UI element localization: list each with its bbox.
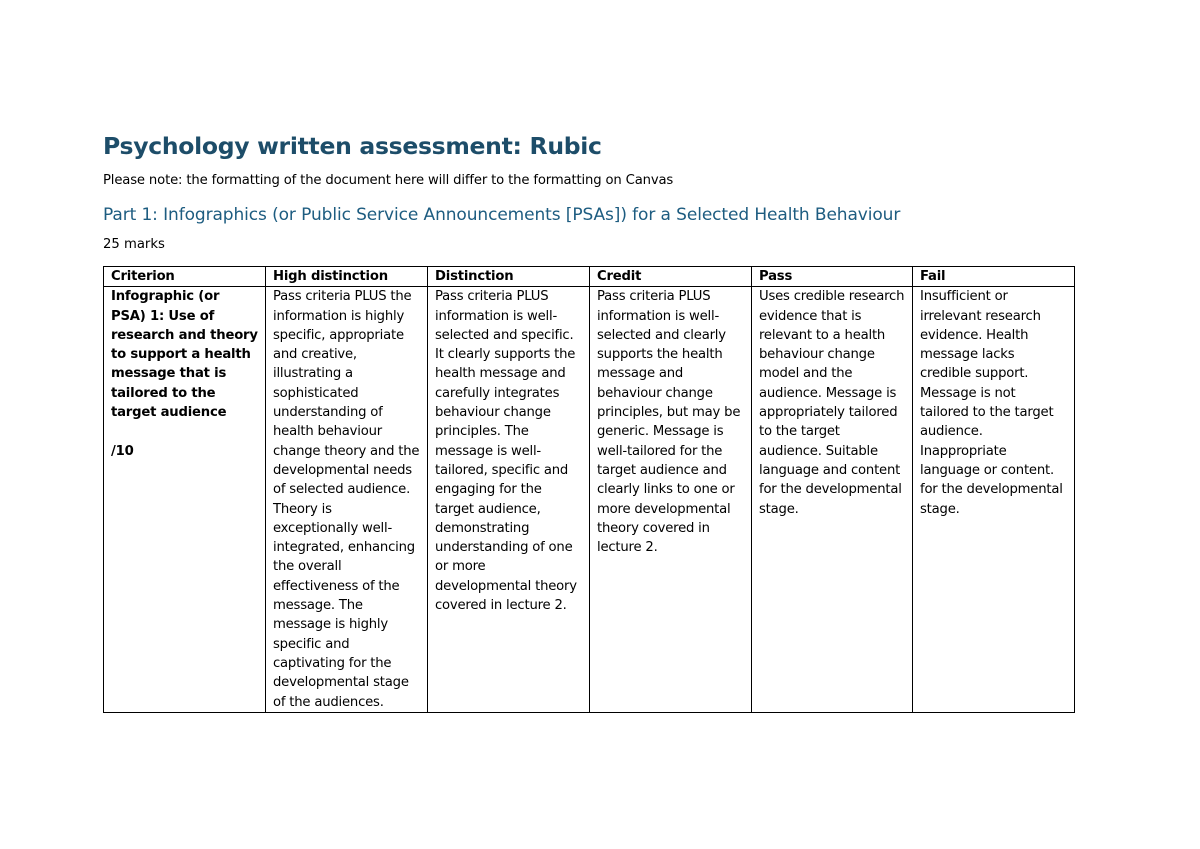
header-fail: Fail (913, 267, 1075, 287)
header-pass: Pass (752, 267, 913, 287)
cell-pass: Uses credible research evidence that is relevant to a health behaviour change model and the audience. Message is appropriately tailored to the target audience. Suitable language and content for the developmental stage. (752, 287, 913, 713)
header-criterion: Criterion (104, 267, 266, 287)
criterion-score: /10 (111, 443, 134, 459)
cell-distinction: Pass criteria PLUS information is well-selected and specific. It clearly supports the health message and carefully integrates behaviour change principles. The message is well-tailored, specific and engaging for the target audience, demonstrating understanding of one or more developmental theory covered in lecture 2. (428, 287, 590, 713)
cell-credit: Pass criteria PLUS information is well-selected and clearly supports the health message and behaviour change principles, but may be generic. Message is well-tailored for the target audience and clearly links to one or more developmental theory covered in lecture 2. (590, 287, 752, 713)
table-header-row (104, 267, 1075, 287)
header-distinction: Distinction (428, 267, 590, 287)
rubric-table (103, 266, 1075, 713)
criterion-label: Infographic (or PSA) 1: Use of research and theory to support a health message that is tailored to the target audience (111, 289, 258, 421)
table-row (104, 287, 1075, 713)
cell-fail: Insufficient or irrelevant research evidence. Health message lacks credible support. Message is not tailored to the target audience. Inappropriate language or content. for the developmental stage. (913, 287, 1075, 713)
header-credit: Credit (590, 267, 752, 287)
document-title: Psychology written assessment: Rubic (103, 132, 602, 160)
cell-high-distinction: Pass criteria PLUS the information is highly specific, appropriate and creative, illustrating a sophisticated understanding of health behaviour change theory and the developmental needs of selected audience. Theory is exceptionally well-integrated, enhancing the overall effectiveness of the message. The message is highly specific and captivating for the developmental stage of the audiences. (266, 287, 428, 713)
formatting-note: Please note: the formatting of the document here will differ to the formatting on Canvas (103, 173, 674, 188)
header-high-distinction: High distinction (266, 267, 428, 287)
part-title: Part 1: Infographics (or Public Service Announcements [PSAs]) for a Selected Health Behaviour (103, 205, 901, 225)
marks-label: 25 marks (103, 237, 165, 252)
cell-criterion (104, 287, 266, 713)
document-page (103, 130, 1073, 713)
